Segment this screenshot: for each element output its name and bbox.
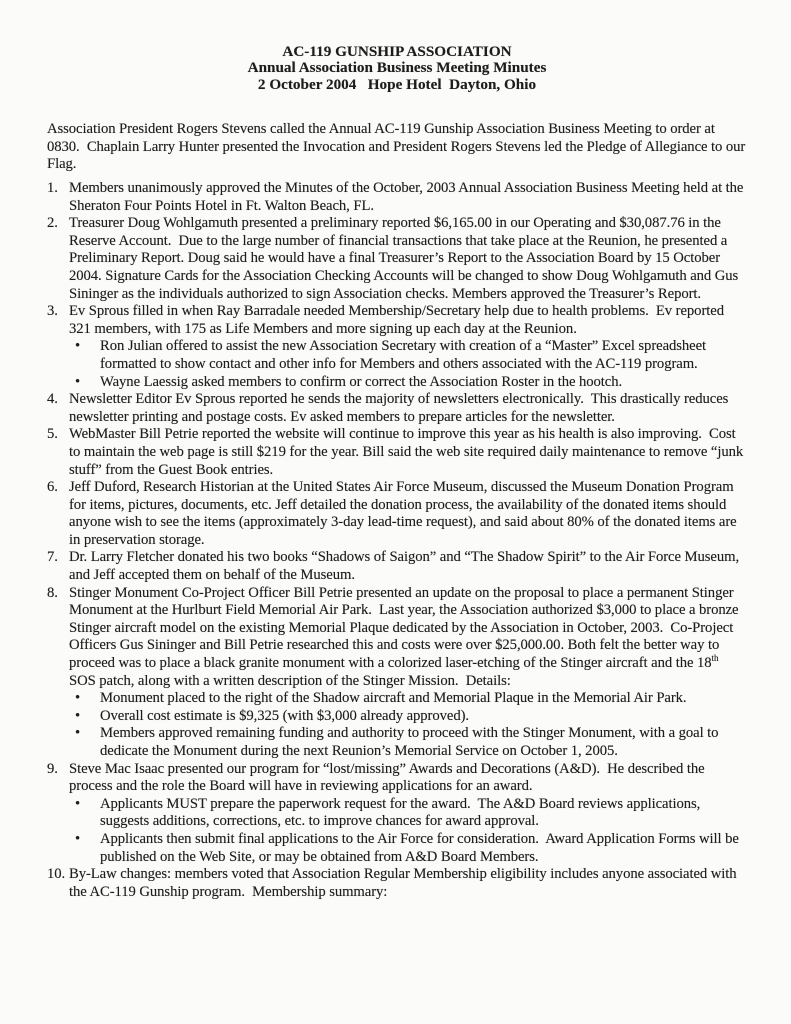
bullet-item: [47, 708, 747, 726]
bullet-icon: •: [75, 707, 81, 724]
list-item-number: 9.: [47, 760, 58, 777]
bullet-item: [47, 374, 747, 392]
document-content: [47, 44, 747, 901]
bullet-text: Monument placed to the right of the Shadow aircraft and Memorial Plaque in the Memorial Air Park.: [100, 690, 687, 707]
stinger-text-start: Stinger Monument Co-Project Officer Bill Petrie presented an update on the proposal to place a permanent Stinger Monument at the Hurlburt Field Memorial Air Park. Last year, the Association authorized $3,000 to place a bronze Stinger aircraft model on the existing Memorial Plaque dedicated by the Association in October, 2003. Co-Project Officers Gus Sininger and Bill Petrie researched this and costs were over $25,000.00. Both felt the better way to proceed was to place a black granite monument with a colorized laser-etching of the Stinger aircraft and the 18: [69, 584, 743, 672]
minutes-list: [47, 180, 747, 901]
list-item-number: 5.: [47, 426, 58, 443]
bullet-item: [47, 796, 747, 831]
bullet-item: [47, 831, 747, 866]
list-item-number: 7.: [47, 549, 58, 566]
list-item-text: WebMaster Bill Petrie reported the website will continue to improve this year as his health is also improving. Cost to maintain the web page is still $219 for the year. Bill said the web site required daily maintenance to remove “junk stuff” from the Guest Book entries.: [69, 426, 747, 478]
bullet-text: Ron Julian offered to assist the new Association Secretary with creation of a “Master” Excel spreadsheet formatted to show contact and other info for Members and others associated with the AC-119 program.: [100, 338, 710, 372]
list-item: [47, 215, 747, 303]
document-title: AC-119 GUNSHIP ASSOCIATION: [282, 43, 512, 60]
list-item-number: 4.: [47, 391, 58, 408]
list-item-number: 8.: [47, 584, 58, 601]
list-item: [47, 549, 747, 584]
list-item-number: 6.: [47, 479, 58, 496]
list-item-text: Jeff Duford, Research Historian at the United States Air Force Museum, discussed the Museum Donation Program for items, pictures, documents, etc. Jeff detailed the donation process, the availability of the donated items should anyone wish to see the items (approximately 3-day lead-time request), and said about 80% of the donated items are in preservation storage.: [69, 479, 741, 548]
list-item: [47, 426, 747, 479]
bullet-text: Applicants then submit final applications to the Air Force for consideration. Award Application Forms will be published on the Web Site, or may be obtained from A&D Board Members.: [100, 830, 743, 865]
bullet-text: Applicants MUST prepare the paperwork request for the award. The A&D Board reviews applications, suggests additions, corrections, etc. to improve chances for award approval.: [100, 795, 704, 830]
document-subtitle: Annual Association Business Meeting Minutes: [247, 59, 547, 77]
list-item-number: 1.: [47, 180, 58, 196]
list-item: [47, 866, 747, 901]
bullet-icon: •: [75, 373, 81, 390]
list-item-text: Treasurer Doug Wohlgamuth presented a preliminary reported $6,165.00 in our Operating and $30,087.76 in the Reserve Account. Due to the large number of financial transactions that take place at the Reunion, he presented a Preliminary Report. Doug said he would have a final Treasurer’s Report to the Association Board by 15 October 2004. Signature Cards for the Association Checking Accounts will be changed to show Doug Wohlgamuth and Gus Sininger as the individuals authorized to sign Association checks. Members approved the Treasurer’s Report.: [69, 215, 742, 302]
list-item-number: 10.: [47, 866, 66, 883]
ordinal-superscript: th: [711, 653, 719, 664]
list-item-text: Members unanimously approved the Minutes of the October, 2003 Annual Association Business Meeting held at the Sheraton Four Points Hotel in Ft. Walton Beach, FL.: [69, 180, 747, 214]
list-item: [47, 479, 747, 549]
list-item: [47, 761, 747, 796]
list-item-text: Newsletter Editor Ev Sprous reported he sends the majority of newsletters electronically. This drastically reduces newsletter printing and postage costs. Ev asked members to prepare articles for the newsletter.: [69, 391, 732, 425]
list-item-text: [69, 585, 747, 691]
bullet-icon: •: [75, 338, 81, 355]
bullet-text: Wayne Laessig asked members to confirm or correct the Association Roster in the hootch.: [100, 373, 623, 390]
document-header: [47, 44, 747, 93]
stinger-text-end: SOS patch, along with a written description of the Stinger Mission. Details:: [69, 655, 722, 689]
bullet-icon: •: [75, 690, 81, 707]
list-item-number: 3.: [47, 303, 58, 320]
list-item-text: By-Law changes: members voted that Association Regular Membership eligibility includes anyone associated with the AC-119 Gunship program. Membership summary:: [69, 866, 741, 900]
bullet-item: [47, 690, 747, 708]
list-item: [47, 585, 747, 691]
bullet-icon: •: [75, 795, 81, 812]
bullet-text: Overall cost estimate is $9,325 (with $3,000 already approved).: [100, 707, 469, 724]
list-item-text: Ev Sprous filled in when Ray Barradale needed Membership/Secretary help due to health problems. Ev reported 321 members, with 175 as Life Members and more signing up each day at the Reunion.: [69, 303, 728, 337]
list-item: [47, 180, 747, 215]
bullet-text: Members approved remaining funding and authority to proceed with the Stinger Monument, with a goal to dedicate the Monument during the next Reunion’s Memorial Service on October 1, 2005.: [100, 725, 723, 759]
list-item-text: Dr. Larry Fletcher donated his two books “Shadows of Saigon” and “The Shadow Spirit” to the Air Force Museum, and Jeff accepted them on behalf of the Museum.: [69, 549, 743, 584]
bullet-icon: •: [75, 725, 81, 742]
list-item: [47, 391, 747, 426]
bullet-icon: •: [75, 830, 81, 847]
bullet-item: [47, 338, 747, 373]
bullet-item: [47, 725, 747, 760]
list-item-number: 2.: [47, 215, 58, 232]
intro-paragraph: Association President Rogers Stevens called the Annual AC-119 Gunship Association Business Meeting to order at 0830. Chaplain Larry Hunter presented the Invocation and President Rogers Stevens led the Pledge of Allegiance to our Flag.: [47, 121, 749, 173]
document-date-location: 2 October 2004 Hope Hotel Dayton, Ohio: [257, 75, 537, 93]
list-item-text: Steve Mac Isaac presented our program for “lost/missing” Awards and Decorations (A&D). He described the process and the role the Board will have in reviewing applications for an award.: [69, 760, 709, 795]
list-item: [47, 303, 747, 338]
